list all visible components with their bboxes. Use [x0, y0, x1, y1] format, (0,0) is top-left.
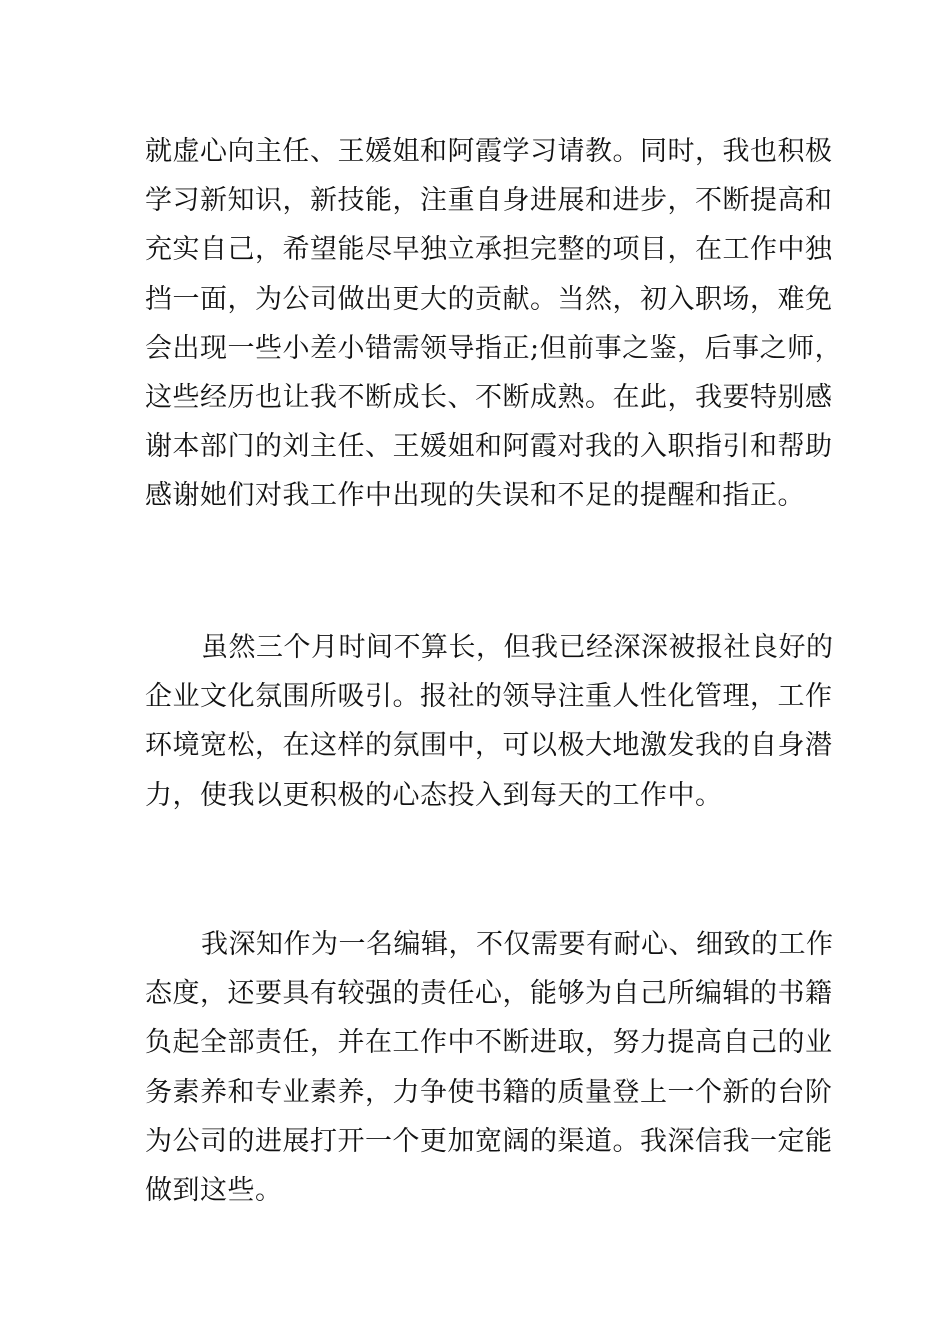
text-line: 就虚心向主任、王媛姐和阿霞学习请教。同时，我也积极 [145, 136, 833, 167]
text-line: 态度，还要具有较强的责任心，能够为自己所编辑的书籍 [145, 978, 833, 1010]
text-line: 环境宽松，在这样的氛围中，可以极大地激发我的自身潜 [145, 730, 833, 762]
text-line: 企业文化氛围所吸引。报社的领导注重人性化管理，工作 [145, 681, 833, 713]
paragraph-1 [145, 127, 843, 521]
text-line: 学习新知识，新技能，注重自身进展和进步，不断提高和 [145, 185, 833, 217]
text-line: 我深知作为一名编辑，不仅需要有耐心、细致的工作 [201, 929, 834, 960]
text-line: 做到这些。 [145, 1175, 283, 1207]
text-line: 为公司的进展打开一个更加宽阔的渠道。我深信我一定能 [145, 1125, 833, 1157]
text-line: 这些经历也让我不断成长、不断成熟。在此，我要特别感 [145, 382, 833, 414]
text-line: 会出现一些小差小错需领导指正;但前事之鉴，后事之师， [145, 332, 843, 364]
text-line: 务素养和专业素养，力争使书籍的质量登上一个新的台阶 [145, 1076, 833, 1108]
text-line: 虽然三个月时间不算长，但我已经深深被报社良好的 [201, 632, 834, 663]
text-line: 力，使我以更积极的心态投入到每天的工作中。 [145, 779, 723, 811]
text-line: 充实自己，希望能尽早独立承担完整的项目，在工作中独 [145, 234, 833, 266]
text-line: 感谢她们对我工作中出现的失误和不足的提醒和指正。 [145, 480, 805, 512]
text-line: 挡一面，为公司做出更大的贡献。当然，初入职场，难免 [145, 283, 833, 315]
text-line: 谢本部门的刘主任、王媛姐和阿霞对我的入职指引和帮助 [145, 431, 833, 463]
paragraph-2 [145, 623, 834, 820]
paragraph-3 [145, 920, 834, 1215]
text-line: 负起全部责任，并在工作中不断进取，努力提高自己的业 [145, 1027, 833, 1059]
